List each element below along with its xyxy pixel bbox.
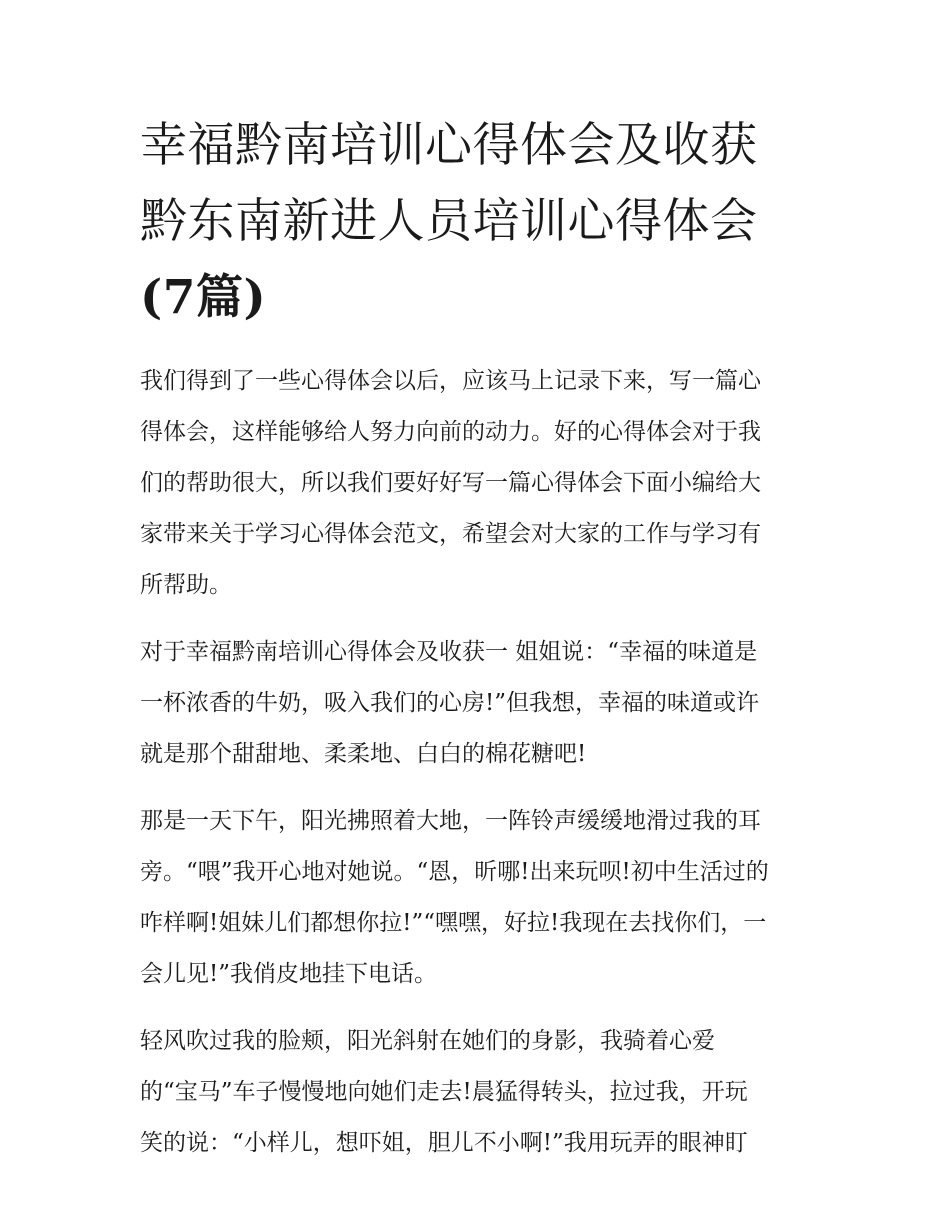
text-line: 们的帮助很大，所以我们要好好写一篇心得体会下面小编给大 <box>140 470 761 496</box>
text-line: 所帮助。 <box>140 572 232 598</box>
text-line: 家带来关于学习心得体会范文，希望会对大家的工作与学习有 <box>140 521 761 547</box>
text-line: 会儿见!”我俏皮地挂下电话。 <box>140 961 438 987</box>
text-line: 得体会，这样能够给人努力向前的动力。好的心得体会对于我 <box>140 419 761 445</box>
text-line: 我们得到了一些心得体会以后，应该马上记录下来，写一篇心 <box>140 368 761 394</box>
text-line: 那是一天下午，阳光拂照着大地，一阵铃声缓缓地滑过我的耳 <box>140 808 761 834</box>
text-line: 咋样啊!姐妹儿们都想你拉!”“嘿嘿，好拉!我现在去找你们，一 <box>140 910 767 936</box>
document-page <box>140 108 830 1169</box>
document-title <box>140 108 830 336</box>
text-line: 就是那个甜甜地、柔柔地、白白的棉花糖吧! <box>140 741 587 767</box>
title-line-2: 黔东南新进人员培训心得体会 <box>140 194 758 249</box>
text-line: 一杯浓香的牛奶，吸入我们的心房!”但我想，幸福的味道或许 <box>140 690 760 716</box>
text-line: 轻风吹过我的脸颊，阳光斜射在她们的身影，我骑着心爱 <box>140 1028 715 1054</box>
paragraph-1 <box>140 627 830 780</box>
text-line: 笑的说：“小样儿，想吓姐，胆儿不小啊!”我用玩弄的眼神盯 <box>140 1130 748 1156</box>
paragraph-intro <box>140 356 830 611</box>
paragraph-2 <box>140 796 830 1000</box>
paragraph-3 <box>140 1016 830 1169</box>
text-line: 的“宝马”车子慢慢地向她们走去!晨猛得转头，拉过我，开玩 <box>140 1079 748 1105</box>
title-line-3: (7篇) <box>140 270 267 325</box>
text-line: 旁。“喂”我开心地对她说。“恩，昕哪!出来玩呗!初中生活过的 <box>140 859 769 885</box>
title-line-1: 幸福黔南培训心得体会及收获 <box>140 118 758 173</box>
text-line: 对于幸福黔南培训心得体会及收获一 姐姐说：“幸福的味道是 <box>140 639 758 665</box>
